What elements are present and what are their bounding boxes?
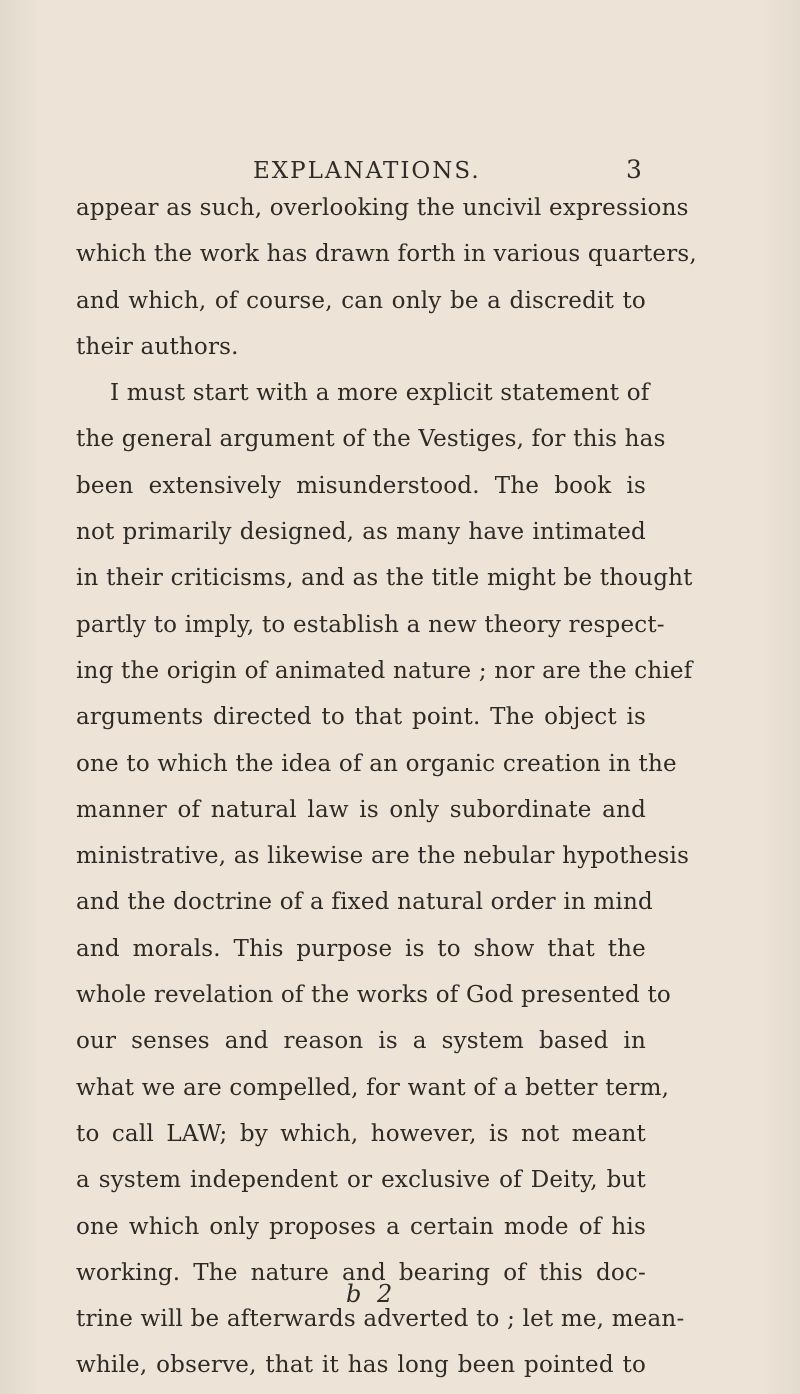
text-line: and the doctrine of a fixed natural order in mind [76, 889, 653, 916]
text-line: our senses and reason is a system based in [76, 1028, 646, 1055]
running-title: EXPLANATIONS. [253, 158, 481, 184]
text-line: been extensively misunderstood. The book is [76, 472, 646, 499]
page-number: 3 [626, 155, 642, 184]
text-line: I must start with a more explicit statement of [110, 380, 650, 407]
text-line: one which only proposes a certain mode of his [76, 1213, 646, 1240]
text-line: and which, of course, can only be a discredit to [76, 287, 646, 314]
text-line: one to which the idea of an organic creation in the [76, 750, 677, 777]
text-line: manner of natural law is only subordinate and [76, 796, 646, 823]
text-line: ing the origin of animated nature ; nor are the chief [76, 657, 693, 684]
signature-mark: b 2 [346, 1280, 397, 1308]
text-line: working. The nature and bearing of this doc- [76, 1259, 646, 1286]
text-line: their authors. [76, 333, 239, 360]
body-text [76, 185, 697, 1389]
text-line: trine will be afterwards adverted to ; let me, mean- [76, 1306, 685, 1333]
text-line: a system independent or exclusive of Deity, but [76, 1167, 646, 1194]
text-line: appear as such, overlooking the uncivil expressions [76, 195, 689, 221]
text-line: and morals. This purpose is to show that the [76, 935, 646, 962]
text-line: which the work has drawn forth in various quarters, [76, 241, 697, 268]
text-line: arguments directed to that point. The object is [76, 704, 646, 731]
text-line: ministrative, as likewise are the nebular hypothesis [76, 843, 690, 870]
text-line: in their criticisms, and as the title might be thought [76, 565, 693, 592]
text-line: the general argument of the Vestiges, for this has [76, 426, 666, 453]
text-line: whole revelation of the works of God presented to [76, 982, 671, 1009]
text-line: partly to imply, to establish a new theory respect- [76, 611, 665, 638]
text-line: what we are compelled, for want of a better term, [76, 1074, 670, 1101]
text-line: not primarily designed, as many have intimated [76, 519, 646, 546]
text-line: to call LAW; by which, however, is not meant [76, 1120, 646, 1147]
text-line: while, observe, that it has long been pointed to [76, 1352, 646, 1379]
